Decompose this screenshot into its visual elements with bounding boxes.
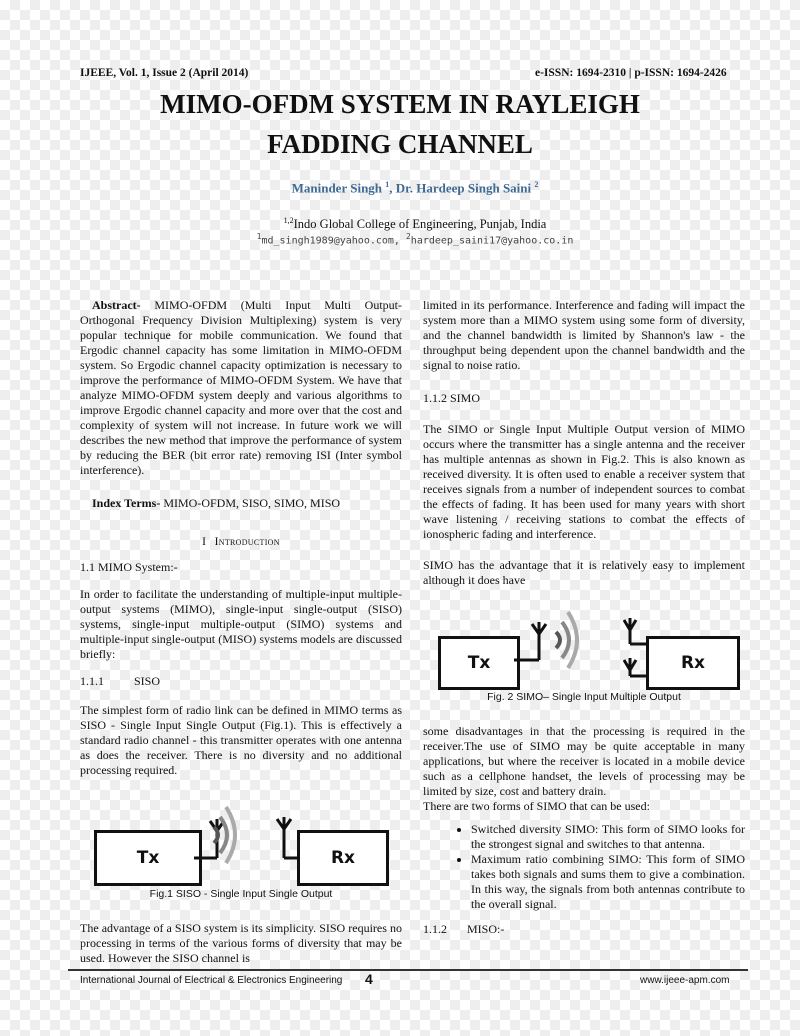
section-title: Introduction — [214, 536, 280, 548]
email-1-sup: 1 — [256, 232, 262, 241]
subsection-miso-title: MISO:- — [467, 922, 505, 936]
fig2-tx-box — [438, 636, 520, 690]
affiliation-sup: 1,2 — [283, 216, 294, 225]
footer-page-number: 4 — [365, 971, 373, 987]
subsection-1-1-1-title: SISO — [134, 674, 161, 688]
list-item-switched-diversity: • Switched diversity SIMO: This form of SIMO looks for the strongest signal and switches to that antenna. — [471, 822, 745, 852]
author-list — [0, 180, 800, 196]
fig1-tx-box — [94, 830, 202, 886]
section-heading-introduction — [80, 535, 402, 550]
abstract-text: MIMO-OFDM (Multi Input Multi Output-Orthogonal Frequency Division Multiplexing) system is very popular technique for mobile communication. We found that Ergodic channel capacity has some limitation in MIMO-OFDM system. So Ergodic channel capacity optimization is necessary to improve the performance of MIMO-OFDM System. We have that analyze MIMO-OFDM system deeply and various algorithms to improve Ergodic channel capacity and more over that the cost and complexity of system will not increase. In future work we will describes the new method that improve the performance of system by reducing the BER (bit error rate) removing ISI (Inter symbol interference). — [80, 298, 402, 477]
author-2-sup: 2 — [534, 180, 539, 189]
siso-advantage-paragraph: The advantage of a SISO system is its simplicity. SISO requires no processing in terms of the various forms of diversity that may be used. However the SISO channel is — [80, 921, 402, 965]
figure-1-caption: Fig.1 SISO - Single Input Single Output — [149, 888, 333, 900]
figure-2-simo — [436, 608, 742, 693]
figure-2-caption: Fig. 2 SIMO– Single Input Multiple Output — [487, 691, 681, 703]
fig2-rx-label: Rx — [680, 653, 706, 673]
fig1-rx-label: Rx — [330, 848, 356, 868]
email-2-sup: 2 — [405, 232, 411, 241]
footer-url: www.ijeee-apm.com — [640, 975, 730, 986]
index-terms — [80, 496, 402, 511]
subsection-1-1-1-number: 1.1.1 — [80, 674, 104, 688]
subsection-1-1: 1.1 MIMO System:- — [80, 560, 178, 574]
author-1: Maninder Singh — [291, 180, 386, 196]
subsection-1-1-1 — [80, 674, 402, 689]
footer-divider — [68, 969, 748, 971]
siso-paragraph: The simplest form of radio link can be defined in MIMO terms as SISO - Single Input Single Output (Fig.1). This is effectively a standard radio channel - this transmitter operates with one antenna as does the receiver. There is no diversity and no additional processing required. — [80, 703, 402, 777]
fig2-tx-label: Tx — [467, 653, 491, 673]
intro-paragraph: In order to facilitate the understanding of multiple-input multiple-output systems (MIMO), single-input single-output (SISO) systems, single-input multiple-output (SIMO) systems and multiple-input single-output (MISO) systems models are discussed briefly: — [80, 587, 402, 661]
subsection-miso-number: 1.1.2 — [423, 922, 447, 936]
abstract — [80, 298, 402, 478]
index-terms-text: MIMO-OFDM, SISO, SIMO, MISO — [160, 496, 341, 510]
fig2-rx-box — [646, 636, 740, 690]
index-terms-label: Index Terms- — [92, 496, 161, 510]
simo-advantage-paragraph: SIMO has the advantage that it is relatively easy to implement although it does have — [423, 558, 745, 587]
author-1-sup: 1 — [385, 180, 390, 189]
right-column-lower — [423, 724, 745, 949]
journal-issue-header: IJEEE, Vol. 1, Issue 2 (April 2014) — [80, 67, 249, 79]
simo-forms-list — [423, 822, 745, 912]
affiliation — [0, 216, 800, 232]
author-emails — [0, 232, 800, 246]
fig2-signal-wave-icon — [554, 608, 588, 678]
two-forms-text: There are two forms of SIMO that can be used: — [423, 799, 650, 813]
author-2: Dr. Hardeep Singh Saini — [395, 180, 535, 196]
author-separator: , — [389, 180, 396, 196]
email-2: hardeep_saini17@yahoo.co.in — [410, 235, 574, 247]
fig1-signal-wave-icon — [212, 795, 242, 875]
title-line-2: FADDING CHANNEL — [267, 129, 533, 159]
footer-journal-name: International Journal of Electrical & Electronics Engineering — [80, 975, 343, 986]
left-column — [80, 298, 402, 790]
continued-paragraph: limited in its performance. Interference and fading will impact the system more than a MIMO system using some form of diversity, and the channel bandwidth is limited by Shannon's law - the throughput being dependent upon the channel bandwidth and the signal to noise ratio. — [423, 298, 745, 372]
email-1: md_singh1989@yahoo.com, — [261, 235, 406, 247]
list-item-max-ratio-combining: • Maximum ratio combining SIMO: This form of SIMO takes both signals and sums them to give a combination. In this way, the signals from both antennas contribute to the overall signal. — [471, 852, 745, 912]
affiliation-text: Indo Global College of Engineering, Punjab, India — [293, 217, 547, 232]
issn-header: e-ISSN: 1694-2310 | p-ISSN: 1694-2426 — [535, 67, 727, 79]
disadvantages-paragraph: some disadvantages in that the processing is required in the receiver.The use of SIMO may be quite acceptable in many applications, but where the receiver is located in a mobile device such as a cellphone handset, the levels of processing may be limited by size, cost and battery drain. — [423, 724, 745, 798]
fig1-tx-label: Tx — [136, 848, 160, 868]
paper-title — [60, 84, 740, 164]
right-column — [423, 298, 745, 600]
simo-paragraph: The SIMO or Single Input Multiple Output version of MIMO occurs where the transmitter has a single antenna and the receiver has multiple antennas as shown in Fig.2. This is also known as received diversity. It is often used to enable a receiver system that receives signals from a number of independent sources to combat the effects of fading. It has been used for many years with short wave listening / receiving stations to combat the effects of ionospheric fading and interference. — [423, 422, 745, 541]
subsection-1-1-2: 1.1.2 SIMO — [423, 391, 481, 405]
subsection-miso — [423, 922, 745, 937]
title-line-1: MIMO-OFDM SYSTEM IN RAYLEIGH — [160, 89, 640, 119]
section-number: I — [202, 536, 206, 548]
abstract-label: Abstract- — [92, 298, 141, 312]
fig1-rx-box — [297, 830, 389, 886]
